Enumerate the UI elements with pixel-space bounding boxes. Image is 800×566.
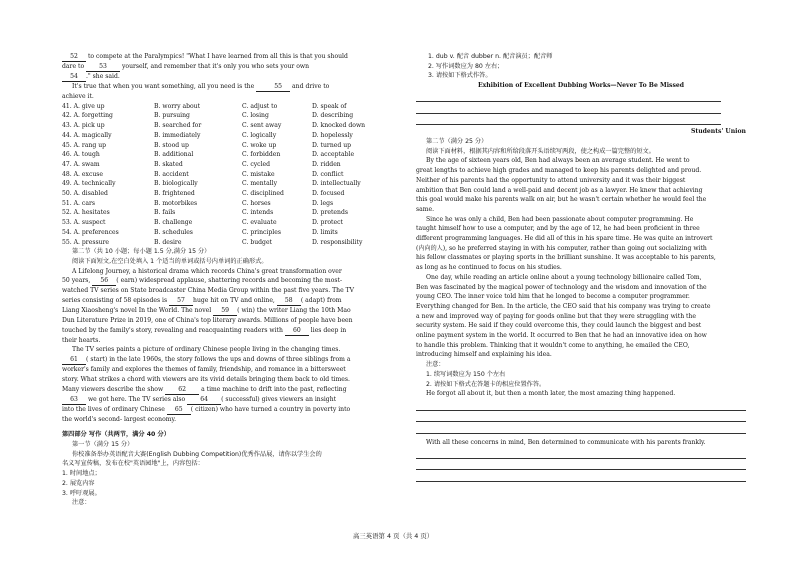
cloze-options-table — [62, 102, 372, 248]
blank-57: 57 — [169, 297, 193, 306]
option-cell: D. hopelessly — [312, 131, 353, 139]
option-cell: D. speak of — [312, 102, 347, 110]
writing-sec2-instruction: 阅读下面材料，根据其内容和所给段落开头语续写两段，使之构成一篇完整的短文。 — [426, 147, 655, 155]
story-line: great lengths to achieve high grades and managed to keep his parents delighted and proud. — [416, 167, 702, 175]
option-cell: C. mistake — [242, 170, 275, 178]
story-line: same. — [416, 205, 435, 213]
grammar-passage-p1: A Lifelong Journey, a historical drama which records China's great transformation over — [72, 267, 342, 275]
story-line: By the age of sixteen years old, Ben had always been an average student. He went to — [426, 157, 690, 165]
option-row — [62, 141, 372, 151]
option-row — [62, 179, 372, 189]
option-cell: 54. A. preferences — [62, 228, 119, 236]
point-2: 2. 展览内容 — [62, 479, 95, 487]
option-cell: D. limits — [312, 228, 338, 236]
option-cell: 42. A. forgetting — [62, 112, 113, 120]
story-line: a new and improved way of paying for goods online but that they were struggling with the — [416, 312, 697, 320]
option-cell: C. woke up — [242, 141, 277, 149]
section2-heading: 第二节（共 10 小题；每小题 1.5 分,满分 15 分） — [72, 248, 211, 256]
story-line: Everything changed for Ben. In the article, the CEO said that his company was trying to create — [416, 302, 711, 310]
blank-55: 55 — [256, 83, 290, 92]
option-cell: C. principles — [242, 228, 281, 236]
option-cell: B. skated — [154, 160, 183, 168]
blank-58: 58 — [277, 297, 301, 306]
story-line: this goal would make his parents walk on air, but he wasn't certain whether he would feel the — [416, 196, 707, 204]
blank-56: 56 — [92, 277, 116, 286]
option-row — [62, 102, 372, 112]
answer-line[interactable] — [416, 91, 721, 103]
story-line: to handle this problem. Thinking that it wouldn't come to anything, he emailed the CEO, — [416, 341, 690, 349]
story-line: Ben was fascinated by the magical power of technology and the wisdom and innovation of the — [416, 283, 707, 291]
option-cell: D. intellectually — [312, 180, 361, 188]
option-cell: D. turned up — [312, 141, 352, 149]
option-row — [62, 121, 372, 131]
blank-60: 60 — [285, 327, 309, 336]
continuation-start-2: With all these concerns in mind, Ben determined to communicate with his parents frankly. — [426, 438, 706, 446]
answer-line[interactable] — [416, 422, 746, 434]
note-label: 注意： — [72, 499, 91, 507]
section2-instruction: 阅读下面短文,在空白处填入 1 个适当的单词或括号内单词的正确形式。 — [72, 257, 268, 265]
option-row — [62, 228, 372, 238]
answer-line[interactable] — [416, 114, 721, 126]
option-row — [62, 150, 372, 160]
cloze-passage-end: 52 to compete at the Paralympics! "What I have learned from all this is that you should — [62, 52, 388, 62]
answer-line[interactable] — [416, 459, 746, 471]
signature: Students' Union — [690, 128, 746, 136]
option-cell: C. sent away — [242, 122, 282, 130]
answer-line[interactable] — [416, 447, 746, 459]
part4-heading: 第四部分 写作（共两节，满分 40 分） — [62, 431, 170, 439]
option-cell: D. pretends — [312, 209, 348, 217]
option-cell: C. evaluate — [242, 219, 277, 227]
option-cell: B. fails — [154, 209, 176, 217]
option-cell: C. logically — [242, 131, 277, 139]
story-line: Neither of his parents had the opportunity to attend university and it was their biggest — [416, 176, 686, 184]
blank-65: 65 — [167, 406, 191, 415]
option-cell: B. desire — [154, 238, 182, 246]
option-cell: C. losing — [242, 112, 269, 120]
option-cell: D. conflict — [312, 170, 344, 178]
option-cell: B. worry about — [154, 102, 201, 110]
answer-line[interactable] — [416, 470, 746, 482]
option-cell: C. adjust to — [242, 102, 278, 110]
option-cell: 49. A. technically — [62, 180, 116, 188]
story-paragraph-2 — [416, 215, 746, 273]
continuation-start-1: He forgot all about it, but then a month later, the most amazing thing happened. — [426, 390, 676, 398]
blank-59: 59 — [213, 307, 237, 316]
grammar-passage-p2: The TV series paints a picture of ordinary Chinese people living in the changing times. — [72, 346, 341, 354]
option-cell: D. knocked down — [312, 122, 366, 130]
option-cell: C. budget — [242, 238, 273, 246]
option-cell: 45. A. rang up — [62, 141, 107, 149]
notes-label: 注意： — [426, 361, 445, 369]
blank-54: 54 — [62, 73, 86, 82]
option-row — [62, 208, 372, 218]
page-footer: 高三英语第 4 页（共 4 页） — [353, 532, 434, 540]
story-line: One day, while reading an article online about a young technology billionaire called Tom, — [426, 273, 702, 281]
option-cell: B. motorbikes — [154, 199, 198, 207]
option-cell: B. stood up — [154, 141, 189, 149]
option-cell: 41. A. give up — [62, 102, 105, 110]
option-row — [62, 238, 372, 248]
option-cell: B. schedules — [154, 228, 193, 236]
writing-sec2-heading: 第二节（满分 25 分） — [426, 138, 488, 146]
option-row — [62, 131, 372, 141]
essay-title: Exhibition of Excellent Dubbing Works—Never To Be Missed — [477, 82, 685, 90]
option-cell: B. pursuing — [154, 112, 190, 120]
option-row — [62, 111, 372, 121]
option-row — [62, 199, 372, 209]
option-cell: D. acceptable — [312, 151, 355, 159]
story-paragraph-1 — [416, 156, 746, 214]
option-cell: B. accident — [154, 170, 189, 178]
option-cell: D. protect — [312, 219, 343, 227]
option-cell: 47. A. swam — [62, 160, 100, 168]
story-line: different programming languages. He did all of this in his spare time. He was quite an introvert — [416, 235, 713, 243]
option-cell: C. intends — [242, 209, 274, 217]
option-cell: C. mentally — [242, 180, 278, 188]
option-cell: B. challenge — [154, 219, 193, 227]
story-line: young CEO. The inner voice told him that he longed to become a computer programmer. — [416, 293, 690, 301]
option-cell: 48. A. excuse — [62, 170, 104, 178]
option-cell: 55. A. pressure — [62, 238, 110, 246]
story-line: his fellow classmates or playing sports in the brilliant sunshine. It was acceptable to his parents, — [416, 254, 716, 262]
vocab-note: 1. dub v. 配音 dubber n. 配音演员；配音师 — [428, 53, 553, 60]
story-line: Since he was only a child, Ben had been passionate about computer programming. He — [426, 215, 694, 223]
story-line: online payment system in the world. It occurred to Ben that he had an innovative idea on how — [416, 332, 707, 340]
story-line: as long as he continued to focus on his studies. — [416, 264, 562, 272]
option-cell: B. biologically — [154, 180, 198, 188]
left-column: 52 to compete at the Paralympics! "What I have learned from all this is that you should dare to 53 yourself, and remember that it's only you who sets your own 54 ." she said. It's true that when you want something, all you need is the 55 and drive to achieve it. 41. A. give up B. worry about C. adjust to D. speak of 42. A. forgetting B. pursuing C. losing D. describing 43. A. pick up B. searched for C. sent away D. knocked down 44. A. magically B. immediately C. logically D. hopelessly 45. A. rang up B. stood up C. woke up D. turned up 46. A. tough B. additional C. forbidden D. acceptable 47. A. swam B. skated C. cycled D. ridden 48. A. excuse B. accident C. mistake D. conflict 49. A. technically B. biologically C. mentally D. intellectually 50. A. disabled B. frightened C. disciplined D. focused 51. A. cars B. motorbikes C. horses D. legs 52. A. hesitates B. fails C. intends D. pretends 53. A. suspect B. challenge C. evaluate D. protect 54. A. preferences B. schedules C. principles D. limits 55. A. pressure B. desire C. budget D. responsibility 第二节（共 10 小题；每小题 1.5 分,满分 15 分） 阅读下面短文,在空白处填入 1 个适当的单词或括号内单词的正确形式。 A Lifelong Journey, a historical drama which records China's great transformation over 50 years, 56 ( earn) widespread applause, shattering records and becoming the most- watched TV series on State broadcaster China Media Group within the past five years. The TV series consisting of 58 episodes is 57 huge hit on TV and online, 58 ( adapt) from Liang Xiaosheng's novel In the World. The novel 59 ( win) the writer Liang the 10th Mao Dun Literature Prize in 2019, one of China's top literary awards. Millions of people have been touched by the family's story, revealing and reacquainting readers with 60 lies deep in their hearts. The TV series paints a picture of ordinary Chinese people living in the changing times. 61 ( start) in the late 1960s, the story follows the ups and downs of three siblings from a worker's family and explores the themes of family, friendship, and romance in a bittersweet story. What strikes a chord with viewers are its vivid details bringing them back to old times. Many viewers describe the show 62 a time machine to drift into the past, reflecting 63 we got here. The TV series also 64 ( successful) gives viewers an insight into the lives of ordinary Chinese 65 ( citizen) who have turned a country in poverty into the world's second- largest economy. 第四部分 写作（共两节，满分 40 分） 第一节（满分 15 分） 你校准备举办英语配音大赛(English Dubbing Competition)优秀作品展，请你以学生会的 名义写宣传稿，发布在校"英语园地"上，内容包括： 1. 时间地点； 2. 展览内容 3. 呼吁观展。 注意： — [62, 52, 388, 508]
story-line: (内向的人), so he preferred staying in with his computer, rather than going out socializing with — [416, 244, 707, 252]
blank-63: 63 — [62, 396, 86, 405]
option-cell: C. horses — [242, 199, 271, 207]
story-line: security system. He said if they could overcome this, they could launch the biggest and best — [416, 322, 702, 330]
option-cell: D. describing — [312, 112, 354, 120]
blank-53: 53 — [86, 63, 120, 72]
writing-sec1-heading: 第一节（满分 15 分） — [72, 440, 134, 448]
option-cell: 51. A. cars — [62, 199, 95, 207]
option-cell: D. focused — [312, 190, 345, 198]
right-column: 1. dub v. 配音 dubber n. 配音演员；配音师 2. 写作词数应为 80 左右； 3. 请按如下格式作答。 Exhibition of Excellent Dubbing Works—Never To Be Missed Students' Union 第二节（满分 25 分） 阅读下面材料，根据其内容和所给段落开头语续写两段，使之构成一篇完整的短文。 By the age of sixteen years old, Ben had always been an average student. He went to great lengths to achieve high grades and managed to keep his parents delighted and proud. Neither of his parents had the opportunity to attend university and it was their biggest ambition that Ben could land a well-paid and decent job as a lawyer. He knew that achieving this goal would make his parents walk on air, but he wasn't certain whether he would feel the same. Since he was only a child, Ben had been passionate about computer programming. He taught himself how to use a computer, and by the age of 12, he had been proficient in three different programming languages. He did all of this in his spare time. He was quite an introvert (内向的人), so he preferred staying in with his computer, rather than going out socializing with his fellow classmates or playing sports in the brilliant sunshine. It was acceptable to his parents, as long as he continued to focus on his studies. One day, while reading an article online about a young technology billionaire called Tom, Ben was fascinated by the magical power of technology and the wisdom and innovation of the young CEO. The inner voice told him that he longed to become a computer programmer. Everything changed for Ben. In the article, the CEO said that his company was trying to create a new and improved way of paying for goods online but that they were struggling with the security system. He said if they could overcome this, they could launch the biggest and best online payment system in the world. It occurred to Ben that he had an innovative idea on how to handle this problem. Thinking that it wouldn't come to anything, he emailed the CEO, introducing himself and explaining his idea. 注意： 1. 续写词数应为 150 个左右 2. 请按如下格式在答题卡的相应位置作答。 He forgot all about it, but then a month later, the most amazing thing happened. With all these concerns in mind, Ben determined to communicate with his parents frankly. — [416, 52, 746, 482]
option-row — [62, 160, 372, 170]
option-row — [62, 170, 372, 180]
option-cell: D. ridden — [312, 160, 341, 168]
story-paragraph-3 — [416, 273, 746, 360]
option-cell: 43. A. pick up — [62, 122, 105, 130]
option-cell: 44. A. magically — [62, 131, 112, 139]
option-cell: 50. A. disabled — [62, 190, 108, 198]
option-row — [62, 189, 372, 199]
option-cell: 46. A. tough — [62, 151, 100, 159]
story-line: introducing himself and explaining his idea. — [416, 351, 552, 359]
option-cell: B. additional — [154, 151, 194, 159]
option-cell: 52. A. hesitates — [62, 209, 110, 217]
answer-line[interactable] — [416, 399, 746, 411]
point-3: 3. 呼吁观展。 — [62, 489, 101, 497]
story-line: taught himself how to use a computer, and by the age of 12, he had been proficient in three — [416, 225, 700, 233]
blank-64: 64 — [187, 396, 221, 405]
option-cell: D. legs — [312, 199, 334, 207]
option-cell: 53. A. suspect — [62, 219, 106, 227]
option-cell: B. searched for — [154, 122, 202, 130]
answer-line[interactable] — [416, 102, 721, 114]
option-cell: C. disciplined — [242, 190, 284, 198]
option-row — [62, 218, 372, 228]
option-cell: C. forbidden — [242, 151, 281, 159]
blank-61: 61 — [62, 356, 86, 365]
option-cell: B. immediately — [154, 131, 201, 139]
blank-52: 52 — [62, 53, 86, 62]
option-cell: D. responsibility — [312, 238, 363, 246]
option-cell: C. cycled — [242, 160, 271, 168]
blank-62: 62 — [165, 386, 199, 395]
story-line: ambition that Ben could land a well-paid and decent job as a lawyer. He knew that achieving — [416, 186, 703, 194]
point-1: 1. 时间地点； — [62, 470, 101, 478]
answer-line[interactable] — [416, 411, 746, 423]
option-cell: B. frightened — [154, 190, 195, 198]
